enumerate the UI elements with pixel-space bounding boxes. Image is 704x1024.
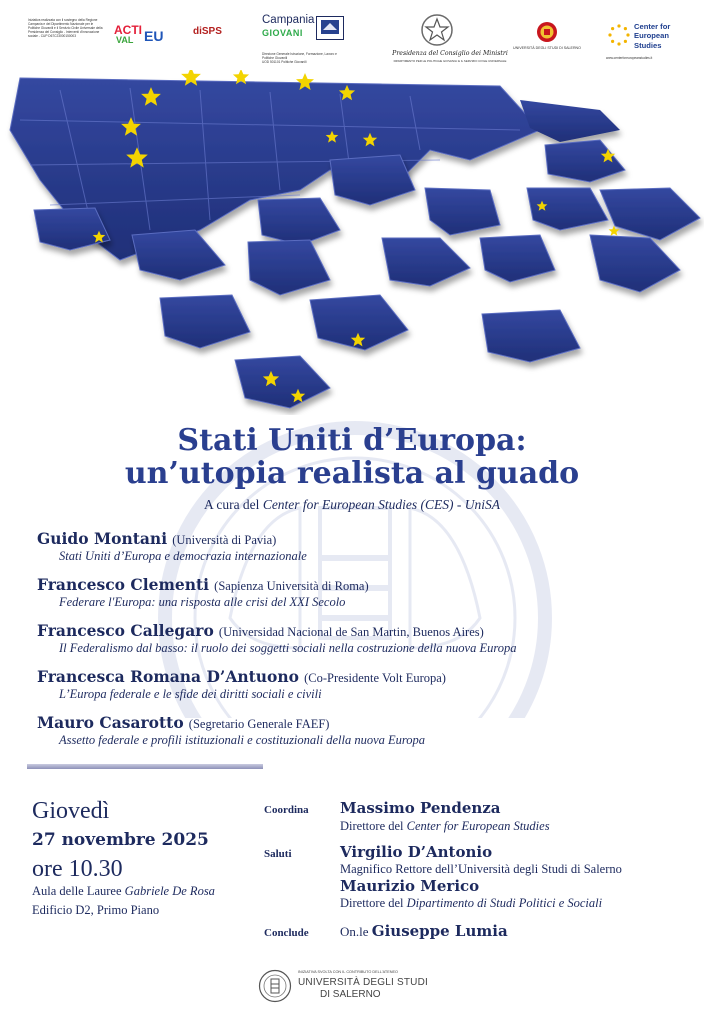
eu-flag-puzzle-image xyxy=(0,70,704,415)
speaker-name: Francesco Clementi xyxy=(37,575,210,594)
speaker-affiliation: (Co-Presidente Volt Europa) xyxy=(304,671,446,685)
coordina-name: Massimo Pendenza xyxy=(340,799,501,817)
footer-unisa-logo: INIZIATIVA SVOLTA CON IL CONTRIBUTO DELL'ATENEO UNIVERSITÀ DEGLI STUDI DI SALERNO xyxy=(258,966,458,1016)
event-subtitle: A cura del Center for European Studies (CES) - UniSA xyxy=(203,497,501,512)
ces-logo-text: Center for European Studies xyxy=(634,22,671,50)
speaker-affiliation: (Segretario Generale FAEF) xyxy=(188,717,330,731)
speaker-name: Mauro Casarotto xyxy=(37,713,184,732)
event-day: Giovedì xyxy=(32,798,110,824)
speaker-talk: Federare l'Europa: una risposta alle crisi del XXI Secolo xyxy=(59,595,346,609)
speaker-talk: Stati Uniti d’Europa e democrazia internazionale xyxy=(59,549,307,563)
organizer: Center for European Studies (CES) - UniSA xyxy=(262,497,501,512)
speaker-talk: Assetto federale e profili istituzionali e costituzionali della nuova Europa xyxy=(59,733,426,747)
header-logos: Iniziativa realizzata con il sostegno della Regione Campania e del Dipartimento Nazionale per le Politiche Giovanili e il Servizio Civile Universale della Presidenza del Consiglio - Interventi d'innovazione sociale - CUP D67C23000150003 ACTI VAL EU diSPS Campania GIOVANI Direzione Generale Istruzione, Formazione, Lavoro e Politiche Giovanili UOD 501101 Politiche Giovanili Presidenza del Consiglio dei Ministri DIPARTIMENTO PER LE POLITICHE GIOVANILI E IL SERVIZIO CIVILE UNIVERSALE UNIVERSITÀ DEGLI STUDI DI SALERNO Center for European Studies www.centerforeuropeanstudies.it xyxy=(0,0,704,72)
saluti-desc-1: Magnifico Rettore dell’Università degli Studi di Salerno xyxy=(340,862,622,876)
saluti-label: Saluti xyxy=(264,848,292,860)
funding-note: Iniziativa realizzata con il sostegno della Regione Campania e del Dipartimento Nazionale per le Politiche Giovanili e il Servizio Civile Universale della Presidenza del Consiglio - Interventi d'innovazione sociale - CUP D67C23000150003 xyxy=(28,18,103,38)
event-venue: Aula delle Lauree Gabriele De Rosa xyxy=(32,884,215,898)
speaker-name: Guido Montani xyxy=(37,529,168,548)
coordina-desc: Direttore del Center for European Studies xyxy=(340,819,550,833)
presidenza-title: Presidenza del Consiglio dei Ministri xyxy=(392,50,508,57)
speaker-talk: L’Europa federale e le sfide dei diritti sociali e civili xyxy=(59,687,322,701)
unisa-seal-footer-icon xyxy=(258,969,292,1003)
campania-giovani-logo: Campania GIOVANI Direzione Generale Istruzione, Formazione, Lavoro e Politiche Giovanili UOD 501101 Politiche Giovanili xyxy=(262,14,346,68)
speaker-name: Francesco Callegaro xyxy=(37,621,214,640)
speaker-talk: Il Federalismo dal basso: il ruolo dei soggetti sociali nella costruzione della nuova Europa xyxy=(59,641,517,655)
conclude-name: On.le Giuseppe Lumia xyxy=(340,922,508,940)
speaker-item xyxy=(37,529,677,564)
speaker-affiliation: (Universidad Nacional de San Martin, Buenos Aires) xyxy=(218,625,484,639)
saluti-name-1: Virgilio D’Antonio xyxy=(340,843,493,861)
event-title xyxy=(0,424,704,490)
title-line-1: Stati Uniti d’Europa: xyxy=(177,423,527,458)
section-divider xyxy=(27,764,263,769)
event-time: ore 10.30 xyxy=(32,856,123,882)
conclude-label: Conclude xyxy=(264,927,309,939)
speaker-affiliation: (Sapienza Università di Roma) xyxy=(214,579,369,593)
campania-emblem-icon xyxy=(316,16,344,40)
saluti-desc-2: Direttore del Dipartimento di Studi Politici e Sociali xyxy=(340,896,603,910)
italian-republic-emblem-icon xyxy=(420,13,454,47)
speaker-item xyxy=(37,575,677,610)
speaker-name: Francesca Romana D’Antuono xyxy=(37,667,299,686)
title-line-2: un’utopia realista al guado xyxy=(124,456,580,491)
speaker-affiliation: (Università di Pavia) xyxy=(172,533,277,547)
event-date: 27 novembre 2025 xyxy=(32,830,209,850)
speaker-item xyxy=(37,713,677,748)
speaker-item xyxy=(37,621,677,656)
ces-stars-icon xyxy=(608,24,630,46)
disps-logo: diSPS xyxy=(193,26,222,37)
unisa-seal-small-icon xyxy=(536,20,558,44)
speaker-item xyxy=(37,667,677,702)
saluti-name-2: Maurizio Merico xyxy=(340,877,480,895)
activeeu-logo: ACTI VAL EU xyxy=(114,23,164,45)
event-building: Edificio D2, Primo Piano xyxy=(32,903,160,917)
coordina-label: Coordina xyxy=(264,804,309,816)
